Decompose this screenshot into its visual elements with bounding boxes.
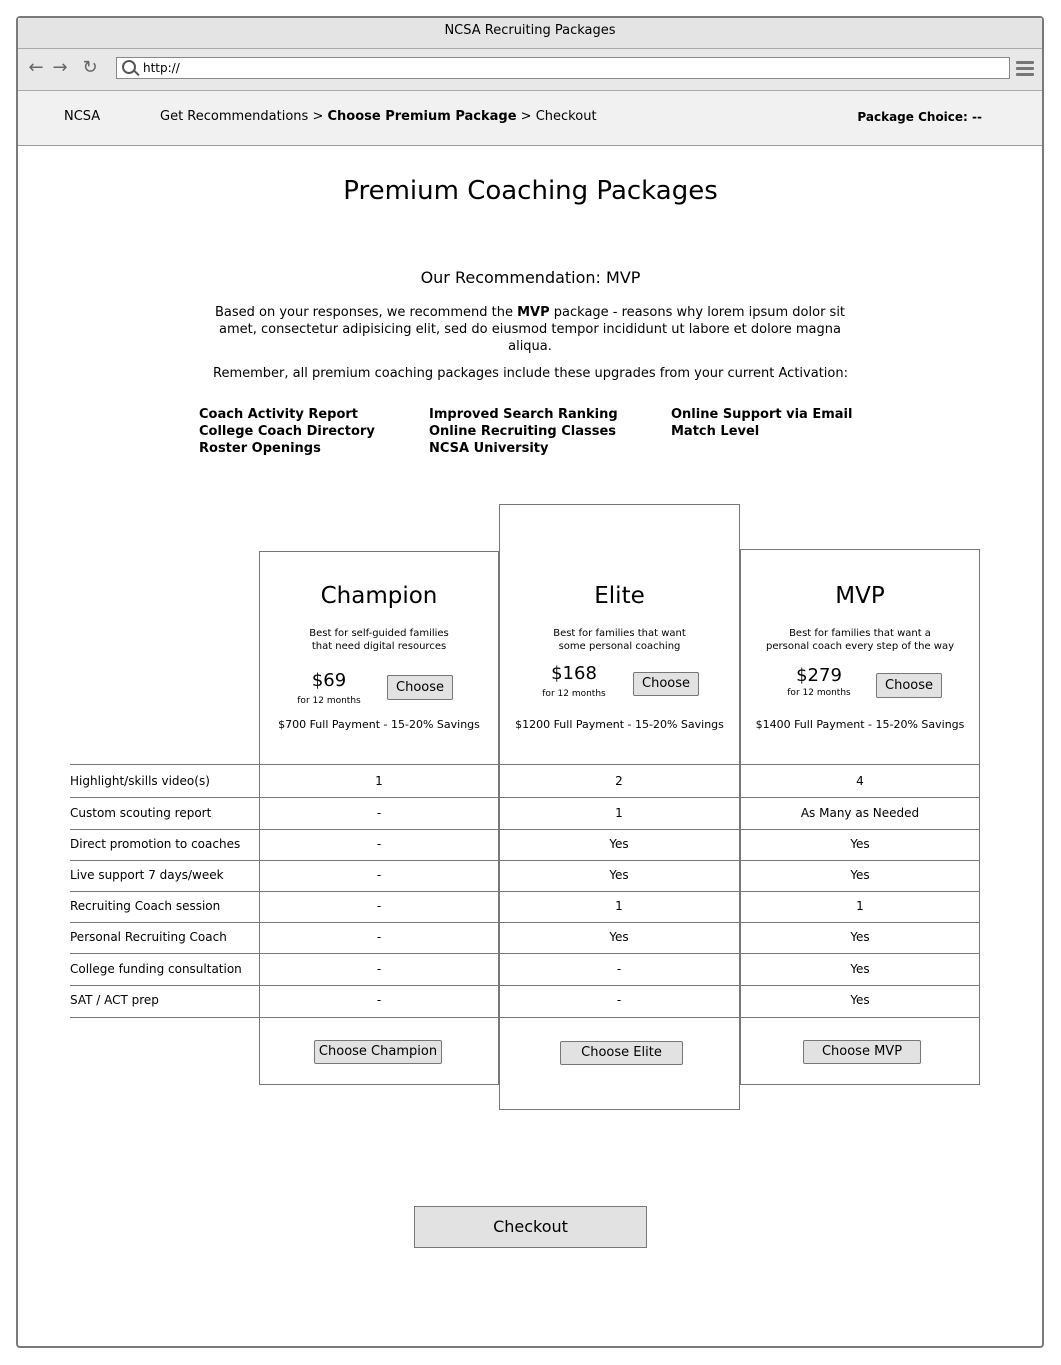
cell-mvp: Yes (850, 837, 870, 851)
cell-champion: - (376, 868, 382, 882)
feature-column-1 (199, 406, 375, 457)
feature-item: Online Support via Email (671, 407, 853, 422)
cell-mvp: Yes (850, 868, 870, 882)
desc-bold-package: MVP (517, 305, 550, 320)
cell-elite: 2 (615, 774, 623, 788)
package-choice-status: Package Choice: -- (857, 110, 982, 124)
tagline-line: personal coach every step of the way (766, 641, 954, 652)
recommendation-heading: Our Recommendation: MVP (420, 268, 641, 287)
feature-column-3 (671, 406, 852, 440)
cell-elite: 1 (615, 806, 623, 820)
row-divider (70, 860, 979, 861)
cell-elite: - (616, 993, 622, 1007)
tagline-line: that need digital resources (311, 641, 447, 652)
cell-elite: Yes (609, 930, 629, 944)
feature-item: Online Recruiting Classes (429, 424, 617, 439)
package-price: $69 (311, 670, 347, 691)
feature-item: Match Level (671, 424, 760, 439)
tagline-line: some personal coaching (558, 641, 681, 652)
cell-champion: - (376, 962, 382, 976)
package-term: for 12 months (787, 688, 851, 698)
checkout-button[interactable]: Checkout (414, 1206, 647, 1248)
choose-mvp-bottom-button[interactable]: Choose MVP (803, 1040, 921, 1064)
row-divider (70, 985, 979, 986)
window-title: NCSA Recruiting Packages (18, 18, 1042, 49)
row-label: SAT / ACT prep (70, 993, 159, 1007)
cell-mvp: Yes (850, 962, 870, 976)
row-label: Personal Recruiting Coach (70, 930, 227, 944)
tagline-line: Best for families that want a (789, 628, 931, 639)
choose-elite-button[interactable]: Choose (633, 672, 699, 696)
row-label: Recruiting Coach session (70, 899, 221, 913)
breadcrumb-separator: > (520, 109, 532, 124)
row-divider (70, 829, 979, 830)
row-label: College funding consultation (70, 962, 242, 976)
cell-champion: - (376, 837, 382, 851)
desc-text: Based on your responses, we recommend the (214, 305, 518, 320)
cell-mvp: Yes (850, 930, 870, 944)
cell-elite: 1 (615, 899, 623, 913)
feature-column-2 (429, 406, 618, 457)
feature-item: NCSA University (429, 441, 549, 456)
choose-champion-button[interactable]: Choose (387, 675, 453, 700)
breadcrumb (160, 109, 597, 124)
tagline-line: Best for self-guided families (309, 628, 449, 639)
package-savings: $1400 Full Payment - 15-20% Savings (755, 718, 965, 731)
package-price: $279 (796, 665, 842, 686)
app-navbar (18, 91, 1042, 146)
row-divider (70, 922, 979, 923)
upgrades-note: Remember, all premium coaching packages include these upgrades from your current Activation: (213, 366, 848, 381)
package-price: $168 (551, 663, 597, 684)
breadcrumb-checkout[interactable]: Checkout (535, 109, 597, 124)
page-title: Premium Coaching Packages (343, 176, 718, 206)
package-term: for 12 months (542, 689, 606, 699)
package-term: for 12 months (297, 696, 361, 706)
package-tagline (260, 627, 498, 653)
package-name: Champion (320, 583, 438, 609)
forward-icon[interactable]: → (52, 57, 68, 78)
feature-item: Improved Search Ranking (429, 407, 618, 422)
cell-champion: - (376, 899, 382, 913)
choose-champion-bottom-button[interactable]: Choose Champion (314, 1040, 442, 1064)
package-savings: $1200 Full Payment - 15-20% Savings (515, 718, 724, 731)
feature-item: Coach Activity Report (199, 407, 359, 422)
choose-mvp-button[interactable]: Choose (876, 673, 942, 698)
row-label: Direct promotion to coaches (70, 837, 241, 851)
cell-mvp: 1 (856, 899, 864, 913)
recommendation-description (210, 304, 850, 355)
cell-mvp: Yes (850, 993, 870, 1007)
cell-champion: - (376, 806, 382, 820)
row-divider (70, 797, 979, 798)
reload-icon[interactable]: ↻ (82, 57, 98, 78)
cell-elite: Yes (609, 837, 629, 851)
tagline-line: Best for families that want (553, 628, 686, 639)
cell-elite: - (616, 962, 622, 976)
row-divider (70, 953, 979, 954)
row-label: Live support 7 days/week (70, 868, 224, 882)
breadcrumb-choose-premium-package[interactable]: Choose Premium Package (327, 109, 517, 124)
cell-mvp: As Many as Needed (800, 806, 920, 820)
feature-item: Roster Openings (199, 441, 321, 456)
browser-toolbar (18, 49, 1042, 91)
cell-champion: 1 (375, 774, 383, 788)
cell-elite: Yes (609, 868, 629, 882)
package-savings: $700 Full Payment - 15-20% Savings (278, 718, 480, 731)
choose-elite-bottom-button[interactable]: Choose Elite (560, 1041, 683, 1065)
cell-champion: - (376, 993, 382, 1007)
package-tagline (500, 627, 739, 653)
desc-text: package - reasons why lorem ipsum dolor sit amet, consectetur adipisicing elit, sed do eiusmod tempor incididunt ut labore et dolore magna aliqua. (219, 305, 846, 354)
menu-icon[interactable] (1016, 61, 1034, 77)
search-icon (122, 60, 136, 74)
back-icon[interactable]: ← (28, 57, 44, 78)
feature-item: College Coach Directory (199, 424, 375, 439)
row-label: Custom scouting report (70, 806, 212, 820)
url-bar[interactable] (116, 57, 1010, 79)
breadcrumb-separator: > (312, 109, 324, 124)
package-name: MVP (835, 583, 885, 609)
url-text: http:// (143, 61, 180, 75)
row-label: Highlight/skills video(s) (70, 774, 210, 788)
cell-champion: - (376, 930, 382, 944)
row-divider (70, 1017, 979, 1018)
package-name: Elite (594, 583, 645, 609)
row-divider (70, 891, 979, 892)
breadcrumb-get-recommendations[interactable]: Get Recommendations (160, 109, 309, 124)
row-divider (70, 764, 979, 765)
package-tagline (741, 627, 979, 653)
cell-mvp: 4 (856, 774, 864, 788)
brand-link[interactable]: NCSA (64, 109, 101, 124)
